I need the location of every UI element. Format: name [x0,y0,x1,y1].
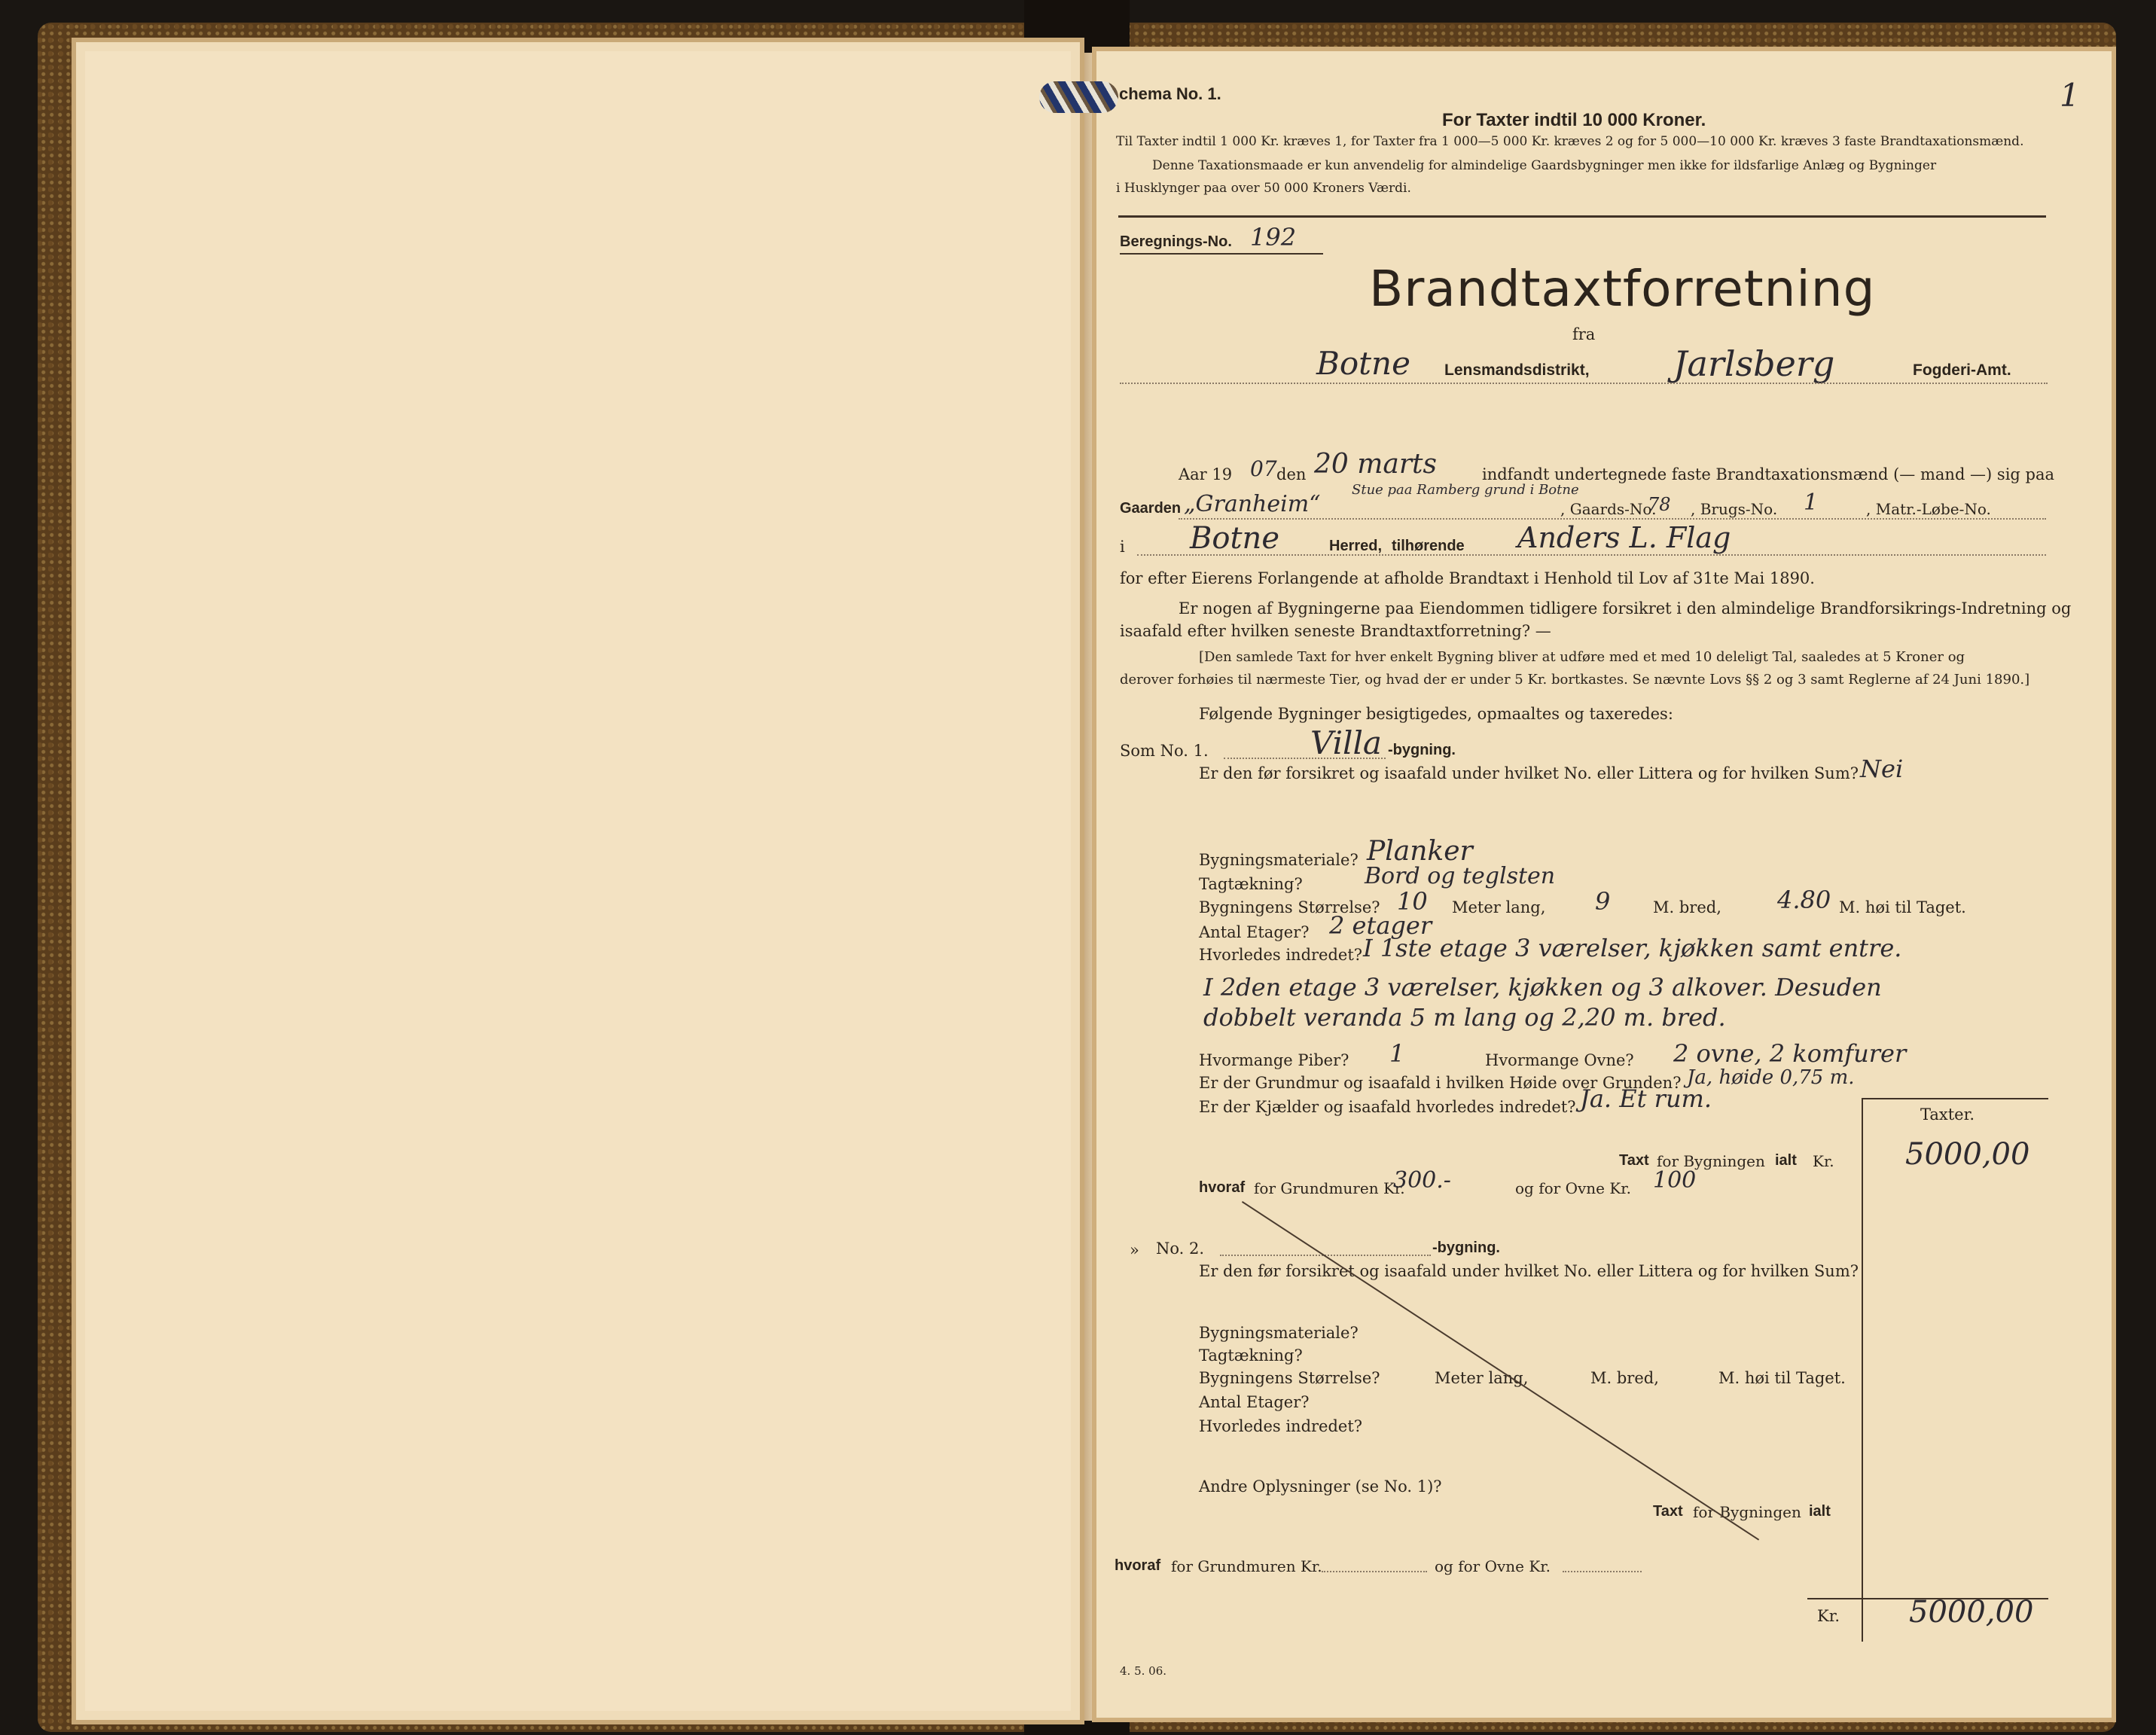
b1-height-value: 4.80 [1777,886,1831,914]
gaarden-value: „Granheim“ [1184,491,1321,517]
b2-taxt-bold: Taxt [1653,1503,1683,1520]
b1-piber-label: Hvormange Piber? [1199,1051,1349,1069]
beregnings-underline [1120,253,1323,255]
b1-length-label: Meter lang, [1452,898,1546,916]
intro-text: indfandt undertegnede faste Brandtaxationsmænd (— mand —) sig paa [1482,465,2055,483]
note-1: [Den samlede Taxt for hver enkelt Bygning bliver at udføre med et med 10 deleligt Tal, saaledes at 5 Kroner og [1199,649,1965,665]
gaarden-note: Stue paa Ramberg grund i Botne [1352,482,1579,498]
total-kr: Kr. [1817,1607,1840,1625]
b2-height-label: M. høi til Taget. [1718,1369,1846,1387]
b1-kr: Kr. [1813,1152,1834,1170]
b2-roof-label: Tagtækning? [1199,1346,1303,1365]
b2-prefix: » [1130,1241,1139,1259]
b1-taxt-bold: Taxt [1619,1152,1649,1169]
b1-interior-label: Hvorledes indredet? [1199,946,1363,964]
b2-material-label: Bygningsmateriale? [1199,1324,1359,1342]
gaarden-line [1179,518,2046,520]
b1-kjaelder-value: Ja. Et rum. [1580,1084,1712,1113]
b2-other-label: Andre Oplysninger (se No. 1)? [1199,1477,1442,1496]
aar-value: 07 [1250,456,1277,481]
taxter-left-rule [1862,1098,1863,1642]
b1-type-label: -bygning. [1388,742,1456,758]
b2-size-label: Bygningens Størrelse? [1199,1369,1380,1387]
b1-a-insured: Nei [1860,755,1904,783]
b2-width-label: M. bred, [1590,1369,1659,1387]
b1-ovne-value: 2 ovne, 2 komfurer [1673,1039,1907,1068]
district-line [1120,383,2048,384]
b2-interior-label: Hvorledes indredet? [1199,1417,1363,1435]
b1-piber-value: 1 [1389,1039,1405,1068]
header-title: For Taxter indtil 10 000 Kroner. [1442,110,1706,130]
b2-no: No. 2. [1156,1240,1205,1258]
gaards-label: , Gaards-No. [1560,500,1657,518]
b1-ovne-label: Hvormange Ovne? [1485,1051,1634,1069]
taxter-header: Taxter. [1920,1105,1975,1124]
b1-interior-line-2: I 2den etage 3 værelser, kjøkken og 3 alkover. Desuden [1203,973,1882,1002]
page-number: 1 [2060,77,2080,114]
b1-taxt-value: 5000,00 [1905,1137,2030,1172]
b1-width-label: M. bred, [1653,898,1721,916]
schema-label: chema No. 1. [1119,84,1221,103]
left-page-blank [72,38,1084,1724]
b1-width-value: 9 [1595,887,1611,916]
taxter-top-rule [1862,1098,2048,1099]
b1-ovne-kr-value: 100 [1653,1167,1697,1194]
b2-ovne-kr-line [1563,1571,1642,1572]
note-2: derover forhøies til nærmeste Tier, og hvad der er under 5 Kr. bortkastes. Se nævnte Lovs §§ 2 og 3 samt Reglerne af 24 Juni 1890.] [1120,672,2030,688]
b1-type-line [1224,758,1386,759]
tilhorende-label: tilhørende [1392,538,1465,554]
header-rule-1: Til Taxter indtil 1 000 Kr. kræves 1, for Taxter fra 1 000—5 000 Kr. kræves 2 og for 5 000—10 000 Kr. kræves 3 faste Brandtaxationsmænd. [1116,134,2024,149]
owner-line [1137,554,2046,556]
b2-ialt: ialt [1809,1503,1831,1520]
b2-hvoraf: hvoraf [1115,1557,1161,1574]
b1-grundmur-value: Ja, høide 0,75 m. [1687,1066,1855,1089]
b1-taxt-label: for Bygningen [1657,1152,1765,1170]
b1-q-insured: Er den før forsikret og isaafald under hvilket No. eller Littera og for hvilken Sum? [1199,764,1859,782]
form-title: Brandtaxtforretning [1369,260,1876,318]
b1-floors-label: Antal Etager? [1199,923,1310,941]
fra-label: fra [1572,325,1596,343]
herred-value: Botne [1190,521,1279,556]
b1-grundmur-label: Er der Grundmur og isaafald i hvilken Høide over Grunden? [1199,1074,1682,1092]
b2-q-insured: Er den før forsikret og isaafald under hvilket No. eller Littera og for hvilken Sum? [1199,1262,1859,1280]
gaarden-label: Gaarden [1120,500,1182,517]
total-value: 5000,00 [1909,1595,2034,1630]
fogderi-value: Jarlsberg [1673,343,1835,384]
b1-length-value: 10 [1397,887,1428,916]
date-value: 20 marts [1314,449,1438,480]
b1-material-value: Planker [1367,836,1473,867]
print-code: 4. 5. 06. [1120,1664,1167,1678]
b1-grundmuren-value: 300.- [1393,1167,1451,1194]
district-label: Lensmandsdistrikt, [1444,361,1590,379]
district-value: Botne [1316,345,1410,382]
folgende-text: Følgende Bygninger besigtigedes, opmaaltes og taxeredes: [1199,705,1673,723]
herred-label: Herred, [1329,538,1383,554]
b2-ovne-kr-label: og for Ovne Kr. [1435,1557,1551,1575]
i-label: i [1120,538,1125,556]
b2-type-label: -bygning. [1432,1240,1500,1256]
header-rule-2a: Denne Taxationsmaade er kun anvendelig for almindelige Gaardsbygninger men ikke for ildsfarlige Anlæg og Bygninger [1152,158,1937,173]
b1-floors-value: 2 etager [1329,911,1432,940]
b1-ovne-kr-label: og for Ovne Kr. [1515,1179,1631,1197]
gaards-value: 78 [1648,494,1671,515]
owner-value: Anders L. Flag [1517,521,1731,554]
b1-size-label: Bygningens Størrelse? [1199,898,1380,916]
b1-interior-line-1: I 1ste etage 3 værelser, kjøkken samt entre. [1363,934,1902,962]
matr-label: , Matr.-Løbe-No. [1866,500,1991,518]
b1-roof-value: Bord og teglsten [1365,863,1556,889]
header-divider [1118,215,2046,218]
b1-roof-label: Tagtækning? [1199,875,1303,893]
brugs-label: , Brugs-No. [1691,500,1778,518]
binding-thread [1039,81,1118,113]
b1-ialt: ialt [1775,1152,1797,1169]
b1-kjaelder-label: Er der Kjælder og isaafald hvorledes indredet? [1199,1098,1576,1116]
forlangende-text: for efter Eierens Forlangende at afholde Brandtaxt i Henhold til Lov af 31te Mai 1890. [1120,569,1815,587]
b2-taxt-label: for Bygningen [1693,1503,1801,1521]
q-prior-2: isaafald efter hvilken seneste Brandtaxtforretning? — [1120,622,1551,640]
b1-material-label: Bygningsmateriale? [1199,851,1359,869]
brugs-value: 1 [1804,489,1819,516]
b1-type-value: Villa [1310,724,1382,761]
aar-label: Aar 19 [1179,465,1233,483]
b1-height-label: M. høi til Taget. [1839,898,1966,916]
beregnings-label: Beregnings-No. [1120,233,1232,250]
b1-interior-line-3: dobbelt veranda 5 m lang og 2,20 m. bred. [1203,1003,1726,1032]
q-prior-1: Er nogen af Bygningerne paa Eiendommen tidligere forsikret i den almindelige Brandforsikrings-Indretning og [1179,599,2072,617]
left-page-paper [85,51,1071,1711]
b1-hvoraf: hvoraf [1199,1179,1246,1196]
den-label: den [1276,465,1307,483]
b1-som-no: Som No. 1. [1120,742,1209,760]
header-rule-2b: i Husklynger paa over 50 000 Kroners Værdi. [1116,181,1411,196]
fogderi-label: Fogderi-Amt. [1913,361,2011,379]
b2-grundmuren-line [1322,1571,1427,1572]
b2-grundmuren-label: for Grundmuren Kr. [1171,1557,1322,1575]
b1-grundmuren-label: for Grundmuren Kr. [1254,1179,1405,1197]
b2-floors-label: Antal Etager? [1199,1393,1310,1411]
beregnings-value: 192 [1250,223,1297,252]
b2-length-label: Meter lang, [1435,1369,1529,1387]
